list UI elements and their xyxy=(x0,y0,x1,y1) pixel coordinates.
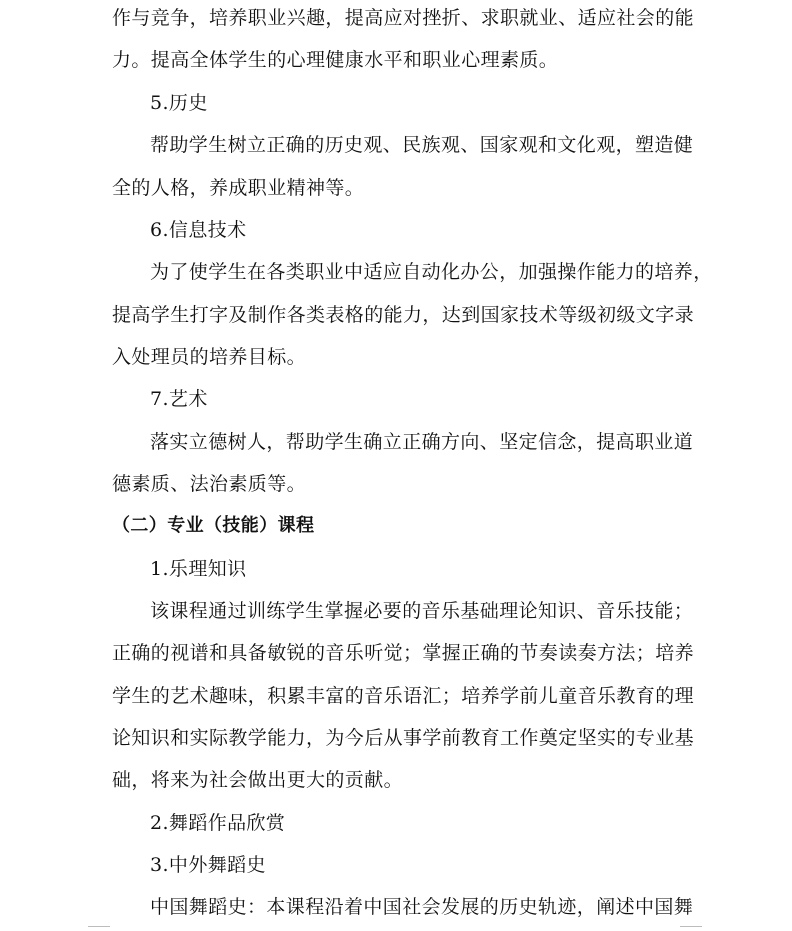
body-text-line: 入处理员的培养目标。 xyxy=(112,346,307,368)
subheading-history: 5.历史 xyxy=(150,92,208,114)
body-text-line: 作与竞争，培养职业兴趣，提高应对挫折、求职就业、适应社会的能 xyxy=(112,7,695,29)
body-text-line: 提高学生打字及制作各类表格的能力，达到国家技术等级初级文字录 xyxy=(112,304,695,326)
body-text-line: 为了使学生在各类职业中适应自动化办公，加强操作能力的培养， xyxy=(150,261,713,283)
page-margin-mark-left xyxy=(88,926,110,927)
body-text-line: 该课程通过训练学生掌握必要的音乐基础理论知识、音乐技能； xyxy=(150,600,694,622)
body-text-line: 力。提高全体学生的心理健康水平和职业心理素质。 xyxy=(112,49,559,71)
body-text-line: 全的人格，养成职业精神等。 xyxy=(112,177,365,199)
subheading-art: 7.艺术 xyxy=(150,388,208,410)
body-text-line: 帮助学生树立正确的历史观、民族观、国家观和文化观，塑造健 xyxy=(150,134,694,156)
subheading-dance-history: 3.中外舞蹈史 xyxy=(150,854,266,876)
body-text-line: 德素质、法治素质等。 xyxy=(112,473,307,495)
page-margin-mark-right xyxy=(680,926,702,927)
body-text-line: 论知识和实际教学能力，为今后从事学前教育工作奠定坚实的专业基 xyxy=(112,727,695,749)
body-text-line: 正确的视谱和具备敏锐的音乐听觉；掌握正确的节奏读奏方法；培养 xyxy=(112,642,695,664)
body-text-line: 中国舞蹈史：本课程沿着中国社会发展的历史轨迹，阐述中国舞 xyxy=(150,896,694,918)
subheading-it: 6.信息技术 xyxy=(150,219,247,241)
section-heading: （二）专业（技能）课程 xyxy=(112,515,315,536)
body-text-line: 落实立德树人，帮助学生确立正确方向、坚定信念，提高职业道 xyxy=(150,431,694,453)
body-text-line: 学生的艺术趣味，积累丰富的音乐语汇；培养学前儿童音乐教育的理 xyxy=(112,685,695,707)
body-text-line: 础，将来为社会做出更大的贡献。 xyxy=(112,769,404,791)
subheading-music-theory: 1.乐理知识 xyxy=(150,558,247,580)
subheading-dance-appreciation: 2.舞蹈作品欣赏 xyxy=(150,812,286,834)
